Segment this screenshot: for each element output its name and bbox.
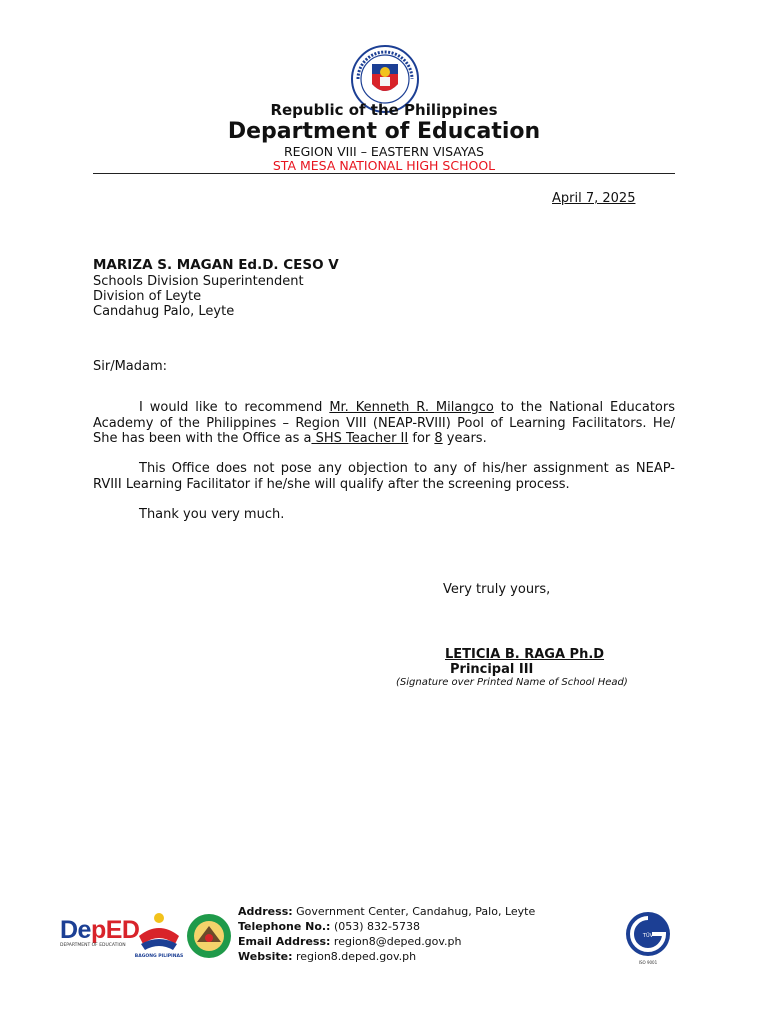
recipient-address: Candahug Palo, Leyte [93, 304, 235, 319]
footer-telephone: Telephone No.: (053) 832-5738 [238, 920, 420, 933]
p1-text-d: years. [442, 431, 487, 446]
years-of-service: 8 [434, 431, 443, 446]
footer-website: Website: region8.deped.gov.ph [238, 950, 417, 963]
svg-text:ISO 9001: ISO 9001 [638, 960, 658, 965]
header-region: REGION VIII – EASTERN VISAYAS [284, 144, 484, 159]
bagong-pilipinas-icon [135, 910, 183, 958]
signature-note: (Signature over Printed Name of School Head) [396, 677, 628, 688]
svg-text:TÜV: TÜV [642, 933, 654, 939]
footer-email: Email Address: region8@deped.gov.ph [238, 935, 462, 948]
iso-9001-certification-icon [620, 908, 676, 968]
deped-logo-subtitle: DEPARTMENT OF EDUCATION [60, 943, 126, 948]
body-paragraph-3: Thank you very much. [139, 507, 285, 522]
header-republic: Republic of the Philippines [270, 101, 498, 119]
footer-address: Address: Government Center, Candahug, Palo, Leyte [238, 905, 536, 918]
body-paragraph-2: This Office does not pose any objection to any of his/her assignment as NEAP-RVIII Learning Facilitator if he/she will qualify after the screening process. [93, 461, 675, 492]
nominee-position: SHS Teacher II [311, 431, 409, 446]
signatory-name: LETICIA B. RAGA Ph.D [445, 647, 605, 662]
header-department: Department of Education [227, 119, 541, 144]
recipient-title: Schools Division Superintendent [93, 274, 304, 289]
header-divider [93, 173, 675, 174]
body-paragraph-1 [93, 400, 675, 447]
p1-text-c: for [408, 431, 435, 446]
closing: Very truly yours, [443, 582, 551, 597]
letter-date: April 7, 2025 [552, 191, 636, 206]
recipient-office: Division of Leyte [93, 289, 202, 304]
recipient-name: MARIZA S. MAGAN Ed.D. CESO V [93, 257, 339, 273]
svg-text:BAGONG PILIPINAS: BAGONG PILIPINAS [135, 954, 183, 958]
nominee-name: Mr. Kenneth R. Milangco [329, 400, 494, 415]
p1-text-a: I would like to recommend [139, 400, 330, 415]
p1-text-b: to the National Educators Academy of the Philippines – Region VIII (NEAP-RVIII) Pool of Learning Facilitators. He/ She has been with the Office as a [93, 400, 676, 446]
salutation: Sir/Madam: [93, 359, 168, 374]
region-8-seal-icon [185, 912, 233, 960]
deped-logo: DepED DEPARTMENT OF EDUCATION [60, 916, 140, 948]
header-school: STA MESA NATIONAL HIGH SCHOOL [272, 158, 496, 173]
signatory-title: Principal III [450, 662, 534, 677]
